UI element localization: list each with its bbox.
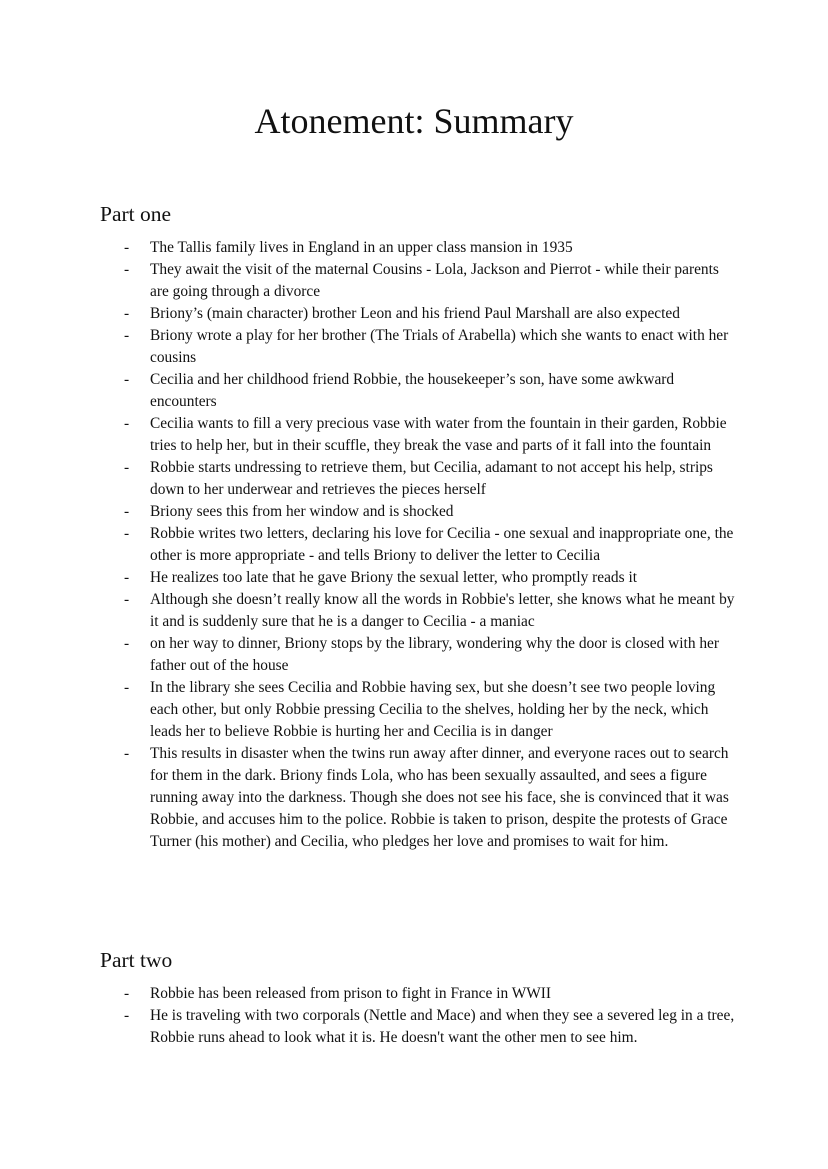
list-item-text: He realizes too late that he gave Briony the sexual letter, who promptly reads it — [150, 569, 638, 586]
document-title: Atonement: Summary — [254, 101, 574, 141]
list-item-text: In the library she sees Cecilia and Robbie having sex, but she doesn’t see two people loving each other, but only Robbie pressing Cecilia to the shelves, holding her by the neck, which leads her to believe Robbie is hurting her and Cecilia is in danger — [150, 679, 716, 740]
bullet-dash: - — [124, 679, 130, 696]
list-item-text: Cecilia and her childhood friend Robbie, the housekeeper’s son, have some awkward encounters — [150, 371, 675, 410]
list-item-text: Cecilia wants to fill a very precious vase with water from the fountain in their garden, Robbie tries to help her, but in their scuffle, they break the vase and parts of it fall into the fountain — [150, 415, 727, 454]
bullet-dash: - — [124, 745, 130, 762]
bullet-dash: - — [124, 327, 130, 344]
list-item — [0, 237, 735, 259]
bullet-dash: - — [124, 525, 130, 542]
list-item — [0, 457, 735, 501]
list-item — [0, 567, 735, 589]
list-item — [0, 413, 735, 457]
list-item — [0, 523, 735, 567]
list-item-text: They await the visit of the maternal Cousins - Lola, Jackson and Pierrot - while their parents are going through a divorce — [150, 261, 719, 300]
bullet-dash: - — [124, 459, 130, 476]
list-item-text: Robbie starts undressing to retrieve them, but Cecilia, adamant to not accept his help, strips down to her underwear and retrieves the pieces herself — [150, 459, 713, 498]
list-item — [0, 369, 735, 413]
list-item — [0, 743, 735, 853]
list-item-text: Robbie writes two letters, declaring his love for Cecilia - one sexual and inappropriate one, the other is more appropriate - and tells Briony to deliver the letter to Cecilia — [150, 525, 734, 564]
bullet-list-part-one — [0, 237, 828, 853]
list-item — [0, 677, 735, 743]
section-heading-part-one: Part one — [100, 202, 172, 226]
bullet-dash: - — [124, 1007, 130, 1024]
section-heading-part-two: Part two — [100, 948, 173, 972]
bullet-dash: - — [124, 503, 130, 520]
list-item-text: Briony wrote a play for her brother (The Trials of Arabella) which she wants to enact with her cousins — [150, 327, 729, 366]
list-item — [0, 983, 735, 1005]
bullet-dash: - — [124, 371, 130, 388]
list-item-text: The Tallis family lives in England in an upper class mansion in 1935 — [150, 239, 573, 256]
list-item — [0, 1005, 735, 1049]
list-item — [0, 589, 735, 633]
list-item-text: Briony’s (main character) brother Leon and his friend Paul Marshall are also expected — [150, 305, 680, 322]
bullet-dash: - — [124, 985, 130, 1002]
list-item — [0, 501, 735, 523]
bullet-list-part-two — [0, 983, 828, 1049]
bullet-dash: - — [124, 635, 130, 652]
list-item — [0, 325, 735, 369]
list-item-text: This results in disaster when the twins run away after dinner, and everyone races out to search for them in the dark. Briony finds Lola, who has been sexually assaulted, and sees a figure running away into the darkness. Though she does not see his face, she is convinced that it was Robbie, and accuses him to the police. Robbie is taken to prison, despite the protests of Grace Turner (his mother) and Cecilia, who pledges her love and promises to wait for him. — [150, 745, 729, 850]
list-item-text: He is traveling with two corporals (Nettle and Mace) and when they see a severed leg in a tree, Robbie runs ahead to look what it is. He doesn't want the other men to see him. — [150, 1007, 735, 1046]
list-item-text: Briony sees this from her window and is shocked — [150, 503, 454, 520]
list-item — [0, 633, 735, 677]
list-item-text: on her way to dinner, Briony stops by the library, wondering why the door is closed with her father out of the house — [150, 635, 720, 674]
list-item-text: Although she doesn’t really know all the words in Robbie's letter, she knows what he meant by it and is suddenly sure that he is a danger to Cecilia - a maniac — [150, 591, 735, 630]
bullet-dash: - — [124, 591, 130, 608]
bullet-dash: - — [124, 569, 130, 586]
list-item — [0, 259, 735, 303]
bullet-dash: - — [124, 305, 130, 322]
list-item-text: Robbie has been released from prison to fight in France in WWII — [150, 985, 552, 1002]
bullet-dash: - — [124, 261, 130, 278]
bullet-dash: - — [124, 239, 130, 256]
bullet-dash: - — [124, 415, 130, 432]
list-item — [0, 303, 735, 325]
